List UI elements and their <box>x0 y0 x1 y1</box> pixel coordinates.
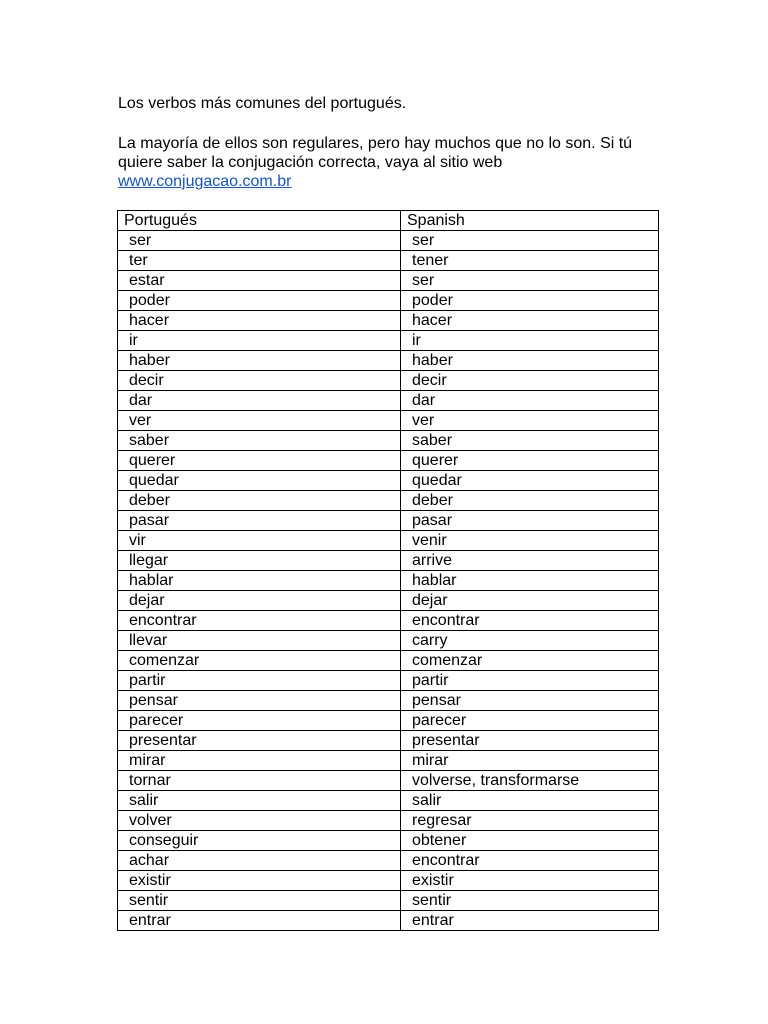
cell-portugues: ver <box>118 411 401 431</box>
cell-spanish: ser <box>401 271 659 291</box>
cell-portugues: ir <box>118 331 401 351</box>
table-row <box>118 491 659 511</box>
cell-spanish: existir <box>401 871 659 891</box>
cell-spanish: tener <box>401 251 659 271</box>
table-row <box>118 331 659 351</box>
table-row <box>118 791 659 811</box>
table-row <box>118 571 659 591</box>
table-row <box>118 451 659 471</box>
cell-spanish: sentir <box>401 891 659 911</box>
cell-spanish: querer <box>401 451 659 471</box>
cell-portugues: conseguir <box>118 831 401 851</box>
table-row <box>118 471 659 491</box>
cell-spanish: ser <box>401 231 659 251</box>
cell-spanish: comenzar <box>401 651 659 671</box>
cell-portugues: saber <box>118 431 401 451</box>
cell-spanish: parecer <box>401 711 659 731</box>
cell-portugues: volver <box>118 811 401 831</box>
table-row <box>118 251 659 271</box>
cell-portugues: dejar <box>118 591 401 611</box>
cell-spanish: encontrar <box>401 851 659 871</box>
table-row <box>118 831 659 851</box>
table-row <box>118 231 659 251</box>
table-row <box>118 511 659 531</box>
table-row <box>118 911 659 931</box>
cell-spanish: presentar <box>401 731 659 751</box>
verbs-table <box>117 210 659 931</box>
table-row <box>118 591 659 611</box>
cell-spanish: ver <box>401 411 659 431</box>
cell-portugues: sentir <box>118 891 401 911</box>
cell-portugues: hablar <box>118 571 401 591</box>
table-row <box>118 811 659 831</box>
table-row <box>118 871 659 891</box>
table-header-row <box>118 211 659 231</box>
conjugacao-link[interactable]: www.conjugacao.com.br <box>118 173 292 190</box>
cell-portugues: ser <box>118 231 401 251</box>
cell-spanish: pasar <box>401 511 659 531</box>
cell-portugues: salir <box>118 791 401 811</box>
intro-line-2: quiere saber la conjugación correcta, vaya al sitio web <box>118 154 503 171</box>
table-row <box>118 351 659 371</box>
cell-spanish: salir <box>401 791 659 811</box>
table-row <box>118 311 659 331</box>
table-row <box>118 271 659 291</box>
table-row <box>118 671 659 691</box>
cell-portugues: tornar <box>118 771 401 791</box>
cell-portugues: quedar <box>118 471 401 491</box>
table-row <box>118 771 659 791</box>
table-row <box>118 291 659 311</box>
cell-spanish: volverse, transformarse <box>401 771 659 791</box>
cell-spanish: haber <box>401 351 659 371</box>
table-row <box>118 711 659 731</box>
cell-spanish: decir <box>401 371 659 391</box>
cell-spanish: partir <box>401 671 659 691</box>
cell-portugues: mirar <box>118 751 401 771</box>
cell-portugues: pasar <box>118 511 401 531</box>
cell-spanish: carry <box>401 631 659 651</box>
table-row <box>118 391 659 411</box>
cell-portugues: existir <box>118 871 401 891</box>
cell-spanish: entrar <box>401 911 659 931</box>
cell-spanish: pensar <box>401 691 659 711</box>
header-portugues: Portugués <box>118 211 401 231</box>
cell-portugues: comenzar <box>118 651 401 671</box>
table-row <box>118 431 659 451</box>
cell-portugues: querer <box>118 451 401 471</box>
cell-portugues: vir <box>118 531 401 551</box>
intro-line-1: La mayoría de ellos son regulares, pero hay muchos que no lo son. Si tú <box>118 135 633 152</box>
cell-spanish: venir <box>401 531 659 551</box>
table-row <box>118 751 659 771</box>
cell-spanish: encontrar <box>401 611 659 631</box>
cell-spanish: quedar <box>401 471 659 491</box>
cell-spanish: dar <box>401 391 659 411</box>
table-row <box>118 851 659 871</box>
cell-spanish: saber <box>401 431 659 451</box>
cell-spanish: arrive <box>401 551 659 571</box>
cell-spanish: ir <box>401 331 659 351</box>
cell-portugues: llegar <box>118 551 401 571</box>
cell-portugues: achar <box>118 851 401 871</box>
cell-portugues: poder <box>118 291 401 311</box>
table-row <box>118 631 659 651</box>
cell-spanish: poder <box>401 291 659 311</box>
cell-portugues: dar <box>118 391 401 411</box>
cell-portugues: ter <box>118 251 401 271</box>
cell-portugues: llevar <box>118 631 401 651</box>
cell-spanish: obtener <box>401 831 659 851</box>
table-row <box>118 691 659 711</box>
table-row <box>118 551 659 571</box>
page-title: Los verbos más comunes del portugués. <box>118 95 407 112</box>
cell-portugues: encontrar <box>118 611 401 631</box>
cell-portugues: entrar <box>118 911 401 931</box>
table-row <box>118 891 659 911</box>
cell-portugues: pensar <box>118 691 401 711</box>
cell-portugues: deber <box>118 491 401 511</box>
cell-portugues: partir <box>118 671 401 691</box>
cell-spanish: deber <box>401 491 659 511</box>
cell-portugues: presentar <box>118 731 401 751</box>
table-row <box>118 411 659 431</box>
cell-portugues: haber <box>118 351 401 371</box>
cell-spanish: dejar <box>401 591 659 611</box>
table-row <box>118 531 659 551</box>
table-row <box>118 651 659 671</box>
cell-portugues: hacer <box>118 311 401 331</box>
table-row <box>118 611 659 631</box>
table-row <box>118 731 659 751</box>
table-row <box>118 371 659 391</box>
cell-spanish: mirar <box>401 751 659 771</box>
cell-portugues: decir <box>118 371 401 391</box>
cell-portugues: estar <box>118 271 401 291</box>
intro-paragraph <box>118 134 678 191</box>
header-spanish: Spanish <box>401 211 659 231</box>
cell-spanish: hacer <box>401 311 659 331</box>
cell-spanish: regresar <box>401 811 659 831</box>
cell-portugues: parecer <box>118 711 401 731</box>
cell-spanish: hablar <box>401 571 659 591</box>
